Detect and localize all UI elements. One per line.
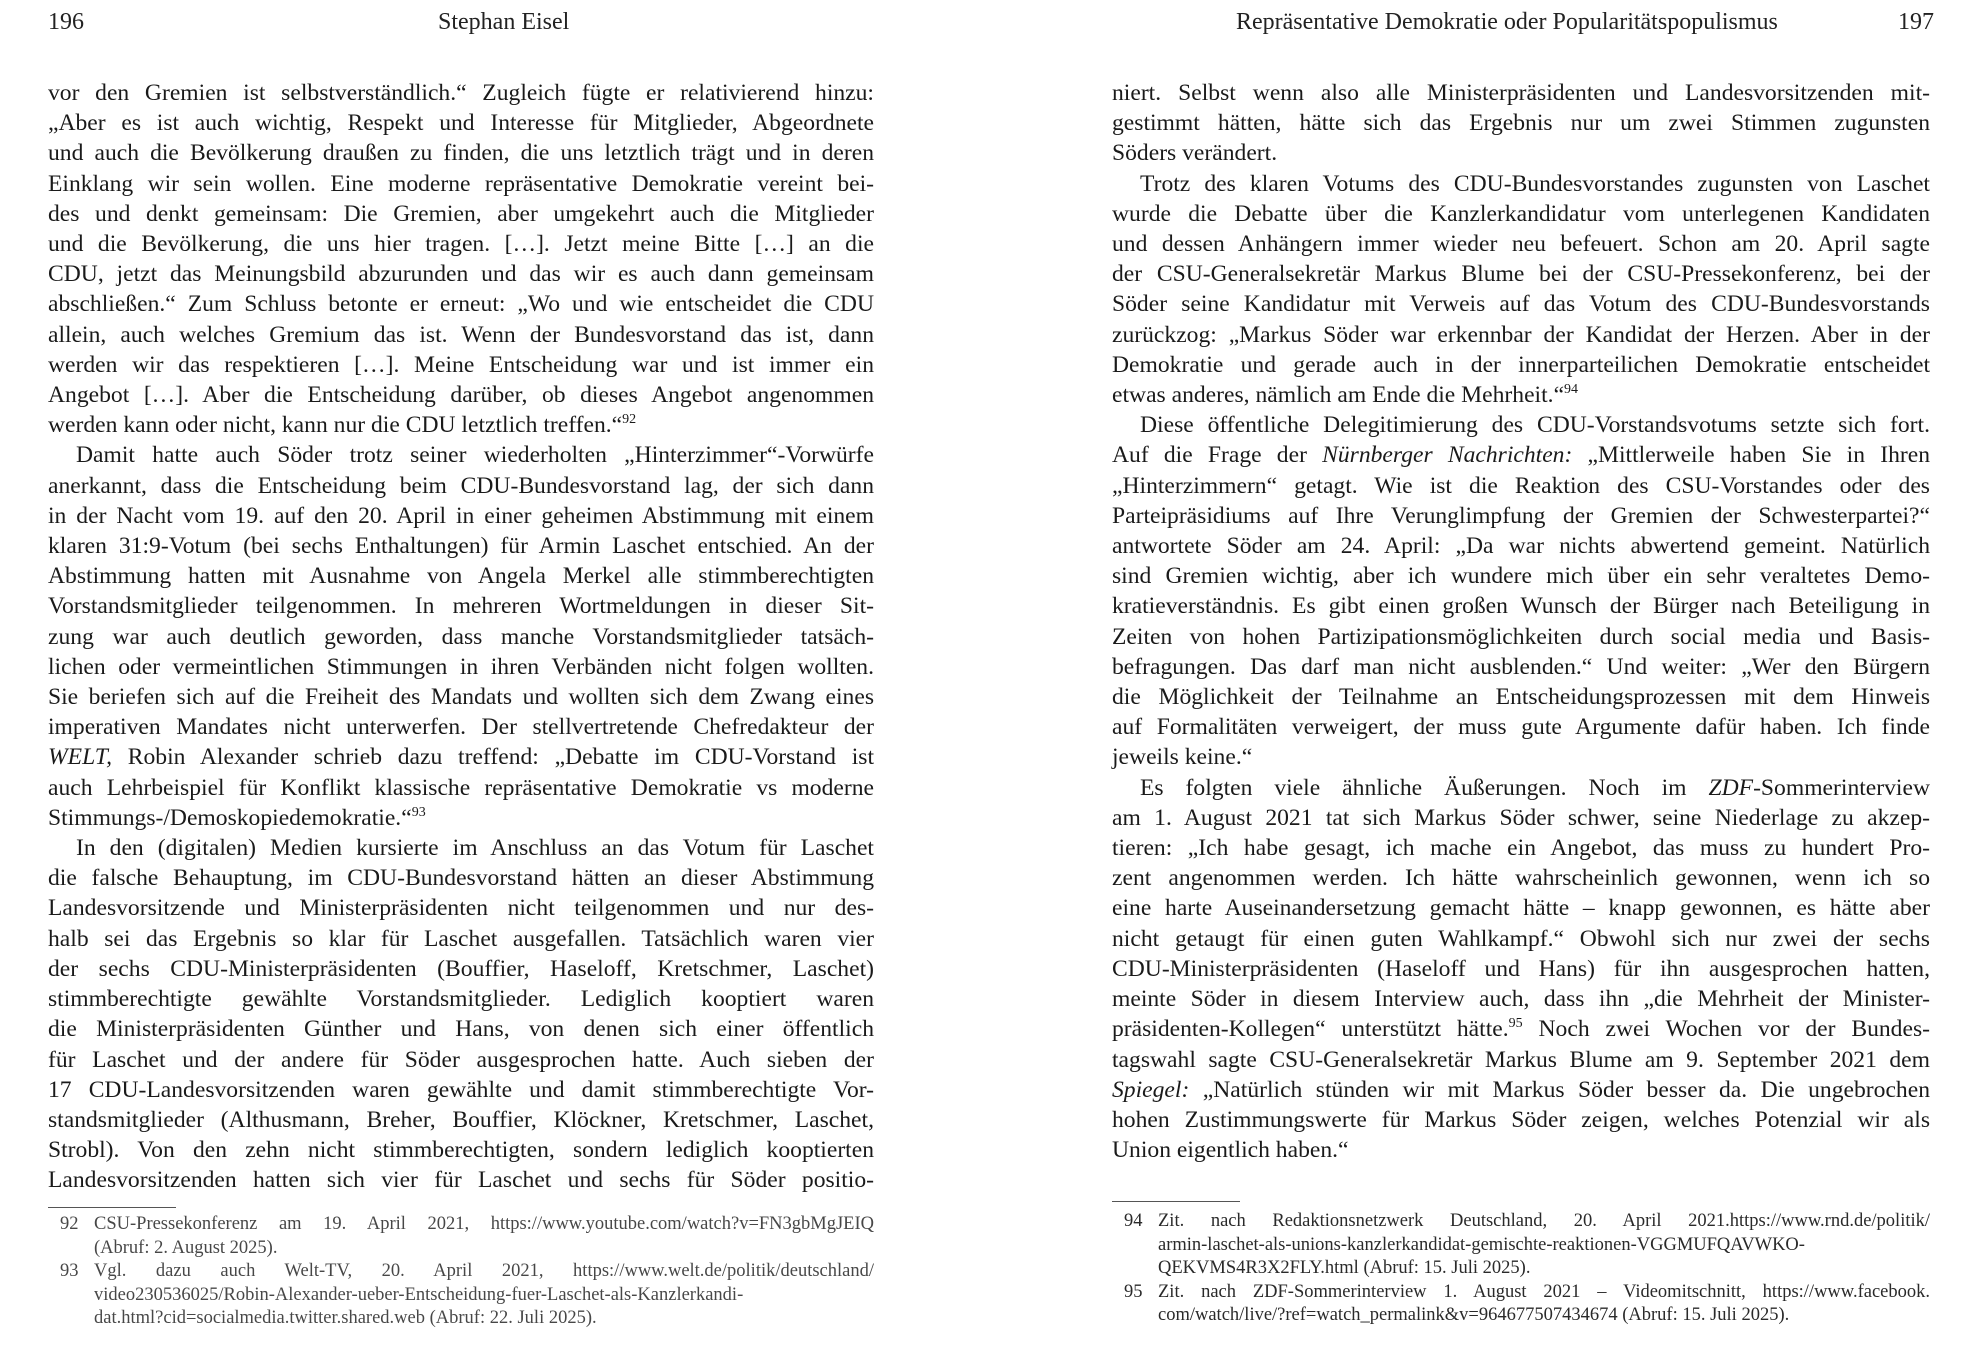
paragraph [1112, 78, 1930, 169]
text-fragment: Auf die Frage der [1112, 442, 1323, 469]
text-line [1112, 380, 1930, 410]
footnote-line: (Abruf: 2. August 2025). [94, 1237, 278, 1258]
body-text [48, 78, 874, 1196]
text-line: nicht getaugt für einen guten Wahlkampf.“ Obwohl sich nur zwei der sechs [1112, 925, 1930, 952]
text-line: der CSU-Generalsekretär Markus Blume bei der CSU-Pressekonferenz, bei der [1112, 261, 1930, 288]
running-head: Stephan Eisel [438, 9, 570, 35]
text-line [48, 742, 874, 772]
text-line: niert. Selbst wenn also alle Ministerpräsidenten und Landesvorsitzenden mit- [1112, 80, 1930, 106]
paragraph [48, 440, 874, 833]
text-line: tagswahl sagte CSU-Generalsekretär Markus Blume am 9. September 2021 dem [1112, 1046, 1930, 1073]
text-line: eine harte Auseinandersetzung gemacht hätte – knapp gewonnen, es hätte aber [1112, 895, 1930, 922]
paragraph [1112, 169, 1930, 411]
footnote-line[interactable]: com/watch/live/?ref=watch_permalink&v=964677507434674 (Abruf: 15. Juli 2025). [1158, 1305, 1790, 1325]
footnote-number: 94 [1124, 1211, 1143, 1231]
footnote-line[interactable]: QEKVMS4R3X2FLY.html (Abruf: 15. Juli 2025). [1158, 1258, 1531, 1278]
text-line: halb sei das Ergebnis so klar für Laschet ausgefallen. Tatsächlich waren vier [48, 925, 874, 952]
footnote-text [1158, 1210, 1930, 1281]
text-line: und auch die Bevölkerung draußen zu finden, die uns letztlich trägt und in deren [48, 140, 874, 167]
text-line: Damit hatte auch Söder trotz seiner wiederholten „Hinterzimmer“-Vorwürfe [76, 442, 874, 469]
text-line: befragungen. Das darf man nicht ausblenden.“ Und weiter: „Wer den Bürgern [1112, 653, 1930, 680]
text-line [1112, 1075, 1930, 1105]
text-line: Söder seine Kandidatur mit Verweis auf das Votum des CDU-Bundesvorstands [1112, 291, 1930, 318]
paragraph [48, 833, 874, 1195]
text-line: vor den Gremien ist selbstverständlich.“ Zugleich fügte er relativierend hinzu: [48, 80, 874, 106]
text-line: zurückzog: „Markus Söder war erkennbar der Kandidat der Herzen. Aber in der [1112, 321, 1930, 348]
text-line: CDU, jetzt das Meinungsbild abzurunden und das wir es auch dann gemeinsam [48, 261, 874, 288]
text-fragment: „Mittlerweile haben Sie in Ihren [1572, 442, 1930, 469]
text-line: und die Bevölkerung, die uns hier tragen. […]. Jetzt meine Bitte […] an die [48, 231, 874, 258]
text-line: Angebot […]. Aber die Entscheidung darüber, ob dieses Angebot angenommen [48, 382, 874, 409]
publication-name: Nürnberger Nachrichten: [1322, 442, 1573, 469]
footnote-ref-94[interactable]: 94 [1564, 382, 1579, 398]
left-page [0, 0, 980, 1362]
text-line: Parteipräsidiums auf Ihre Verunglimpfung der Gremien der Schwesterpartei?“ [1112, 502, 1930, 529]
text-line: 17 CDU-Landesvorsitzenden waren gewählte und damit stimmberechtigte Vor- [48, 1076, 874, 1103]
text-fragment: präsidenten-Kollegen“ unterstützt hätte. [1112, 1016, 1509, 1043]
text-line: Zeiten von hohen Partizipationsmöglichkeiten durch social media und Basis- [1112, 623, 1930, 650]
text-line: zung war auch deutlich geworden, dass manche Vorstandsmitglieder tatsäch- [48, 623, 874, 650]
text-line: in der Nacht vom 19. auf den 20. April in einer geheimen Abstimmung mit einem [48, 502, 874, 529]
text-line: auf Formalitäten verweigert, der muss gute Argumente dafür haben. Ich finde [1112, 714, 1930, 741]
text-line: und dessen Anhängern immer wieder neu befeuert. Schon am 20. April sagte [1112, 231, 1930, 258]
footnote-94 [1112, 1210, 1930, 1281]
text-line [48, 410, 874, 440]
text-line: antwortete Söder am 24. April: „Da war nichts abwertend gemeint. Natürlich [1112, 533, 1930, 560]
footnote-ref-92[interactable]: 92 [622, 412, 637, 428]
text-line: Trotz des klaren Votums des CDU-Bundesvorstandes zugunsten von Laschet [1140, 170, 1930, 197]
footnote-line[interactable]: video230536025/Robin-Alexander-ueber-Entscheidung-fuer-Laschet-als-Kanzlerkandi- [94, 1284, 744, 1305]
text-line: Union eigentlich haben.“ [1112, 1137, 1349, 1164]
text-line: tieren: „Ich habe gesagt, ich mache ein Angebot, das muss zu hundert Pro- [1112, 835, 1930, 862]
footnote-93 [48, 1260, 874, 1331]
text-line: allein, auch welches Gremium das ist. Wenn der Bundesvorstand das ist, dann [48, 321, 874, 348]
text-line: zent angenommen werden. Ich hätte wahrscheinlich gewonnen, wenn ich so [1112, 865, 1930, 892]
text-line: anerkannt, dass die Entscheidung beim CDU-Bundesvorstand lag, der sich dann [48, 472, 874, 499]
paragraph [1112, 773, 1930, 1166]
footnotes [1112, 1210, 1930, 1328]
text-line: abschließen.“ Zum Schluss betonte er erneut: „Wo und wie entscheidet die CDU [48, 291, 874, 318]
text-line: die falsche Behauptung, im CDU-Bundesvorstand hätten an dieser Abstimmung [48, 865, 874, 892]
text-line: stimmberechtigte gewählte Vorstandsmitglieder. Lediglich kooptiert waren [48, 986, 874, 1013]
text-line: Vorstandsmitglieder teilgenommen. In mehreren Wortmeldungen in dieser Sit- [48, 593, 874, 620]
footnote-number: 93 [60, 1261, 79, 1281]
text-line: Abstimmung hatten mit Ausnahme von Angela Merkel alle stimmberechtigten [48, 563, 874, 590]
text-line: Landesvorsitzende und Ministerpräsidenten nicht teilgenommen und nur des- [48, 895, 874, 922]
text-line: gestimmt hätten, hätte sich das Ergebnis nur um zwei Stimmen zugunsten [1112, 110, 1930, 137]
paragraph [48, 78, 874, 440]
footnote-divider [1112, 1201, 1240, 1202]
text-line: Diese öffentliche Delegitimierung des CDU-Vorstandsvotums setzte sich fort. [1140, 412, 1930, 439]
footnote-92 [48, 1213, 874, 1260]
footnote-line[interactable]: Vgl. dazu auch Welt-TV, 20. April 2021, https://www.welt.de/politik/deutschland/ [94, 1261, 874, 1281]
text-line: „Hinterzimmern“ getagt. Wie ist die Reaktion des CSU-Vorstandes oder des [1112, 472, 1930, 499]
text-fragment: „Natürlich stünden wir mit Markus Söder besser da. Die ungebrochen [1189, 1076, 1930, 1103]
text-fragment: -Sommerinterview [1753, 774, 1930, 801]
text-fragment: Robin Alexander schrieb dazu treffend: „Debatte im CDU-Vorstand ist [111, 744, 874, 771]
text-line: klaren 31:9-Votum (bei sechs Enthaltungen) für Armin Laschet entschied. An der [48, 533, 874, 560]
text-line: „Aber es ist auch wichtig, Respekt und Interesse für Mitglieder, Abgeordnete [48, 110, 874, 137]
text-line: Sie beriefen sich auf die Freiheit des Mandats und wollten sich dem Zwang eines [48, 684, 874, 711]
text-line: kratieverständnis. Es gibt einen großen Wunsch der Bürger nach Beteiligung in [1112, 593, 1930, 620]
footnotes [48, 1213, 874, 1331]
footnote-line[interactable]: Zit. nach ZDF-Sommerinterview 1. August 2021 – Videomitschnitt, https://www.facebook. [1158, 1281, 1930, 1302]
footnote-line[interactable]: Zit. nach Redaktionsnetzwerk Deutschland, 20. April 2021.https://www.rnd.de/politik/ [1158, 1211, 1930, 1231]
footnote-ref-95[interactable]: 95 [1508, 1016, 1523, 1032]
text-line [1112, 773, 1930, 803]
footnote-text [94, 1213, 874, 1260]
text-line [48, 803, 874, 833]
text-line: imperativen Mandates nicht unterwerfen. Der stellvertretende Chefredakteur der [48, 714, 874, 741]
text-line: des und denkt gemeinsam: Die Gremien, aber umgekehrt auch die Mitglieder [48, 200, 874, 227]
text-line: standsmitglieder (Althusmann, Breher, Bouffier, Klöckner, Kretschmer, Laschet, [48, 1106, 874, 1133]
text-line [1112, 1014, 1930, 1044]
text-line: Landesvorsitzenden hatten sich vier für Laschet und sechs für Söder positio- [48, 1167, 874, 1194]
footnote-text [1158, 1281, 1930, 1328]
text-fragment: werden kann oder nicht, kann nur die CDU letztlich treffen.“ [48, 412, 623, 439]
footnote-line[interactable]: dat.html?cid=socialmedia.twitter.shared.web (Abruf: 22. Juli 2025). [94, 1308, 597, 1328]
footnote-line[interactable]: CSU-Pressekonferenz am 19. April 2021, https://www.youtube.com/watch?v=FN3gbMgJEIQ [94, 1214, 874, 1234]
text-line: meinte Söder in diesem Interview auch, dass ihn „die Mehrheit der Minister- [1112, 986, 1930, 1013]
text-line [1112, 440, 1930, 470]
text-line: auch Lehrbeispiel für Konflikt klassische repräsentative Demokratie vs moderne [48, 774, 874, 801]
text-line: die Ministerpräsidenten Günther und Hans, von denen sich einer öffentlich [48, 1016, 874, 1043]
text-line: der sechs CDU-Ministerpräsidenten (Bouffier, Haseloff, Kretschmer, Laschet) [48, 955, 874, 982]
text-fragment: Stimmungs-/Demoskopiedemokratie.“ [48, 804, 412, 831]
text-line: Söders verändert. [1112, 140, 1278, 167]
text-line: Strobl). Von den zehn nicht stimmberechtigten, sondern lediglich kooptierten [48, 1137, 874, 1164]
footnote-number: 92 [60, 1214, 79, 1234]
text-line: lichen oder vermeintlichen Stimmungen in ihren Verbänden nicht folgen wollten. [48, 653, 874, 680]
text-line: jeweils keine.“ [1112, 744, 1253, 771]
text-fragment: Es folgten viele ähnliche Äußerungen. Noch im [1140, 774, 1709, 801]
page-number: 197 [1898, 9, 1934, 35]
text-line: CDU-Ministerpräsidenten (Haseloff und Hans) für ihn ausgesprochen hatten, [1112, 955, 1930, 982]
footnote-divider [48, 1207, 176, 1208]
footnote-ref-93[interactable]: 93 [411, 804, 426, 820]
text-line: hohen Zustimmungswerte für Markus Söder zeigen, welches Potenzial wir als [1112, 1106, 1930, 1133]
text-line: werden wir das respektieren […]. Meine Entscheidung war und ist immer ein [48, 351, 874, 378]
page-number: 196 [48, 9, 84, 35]
text-line: Einklang wir sein wollen. Eine moderne repräsentative Demokratie vereint bei- [48, 170, 874, 197]
publication-name: Spiegel: [1112, 1076, 1190, 1103]
text-line: am 1. August 2021 tat sich Markus Söder schwer, seine Niederlage zu akzep- [1112, 804, 1930, 831]
publication-name: WELT, [48, 744, 112, 771]
running-head: Repräsentative Demokratie oder Popularitätspopulismus [1236, 9, 1778, 35]
right-page [980, 0, 1962, 1362]
body-text [1112, 78, 1930, 1165]
footnote-95 [1112, 1281, 1930, 1328]
text-line: In den (digitalen) Medien kursierte im Anschluss an das Votum für Laschet [76, 835, 874, 862]
footnote-text [94, 1260, 874, 1331]
text-line: Demokratie und gerade auch in der innerparteilichen Demokratie entscheidet [1112, 351, 1930, 378]
footnote-number: 95 [1124, 1281, 1143, 1302]
text-line: sind Gremien wichtig, aber ich wundere mich über ein sehr veraltetes Demo- [1112, 563, 1930, 590]
paragraph [1112, 410, 1930, 772]
text-line: wurde die Debatte über die Kanzlerkandidatur vom unterlegenen Kandidaten [1112, 200, 1930, 227]
text-line: für Laschet und der andere für Söder ausgesprochen hatte. Auch sieben der [48, 1046, 874, 1073]
text-fragment: Noch zwei Wochen vor der Bundes- [1522, 1016, 1930, 1043]
publication-name: ZDF [1708, 774, 1754, 801]
text-line: die Möglichkeit der Teilnahme an Entscheidungsprozessen mit dem Hinweis [1112, 684, 1930, 711]
text-fragment: etwas anderes, nämlich am Ende die Mehrheit.“ [1112, 382, 1565, 409]
footnote-line[interactable]: armin-laschet-als-unions-kanzlerkandidat-gemischte-reaktionen-VGGMUFQAVWKO- [1158, 1234, 1805, 1255]
